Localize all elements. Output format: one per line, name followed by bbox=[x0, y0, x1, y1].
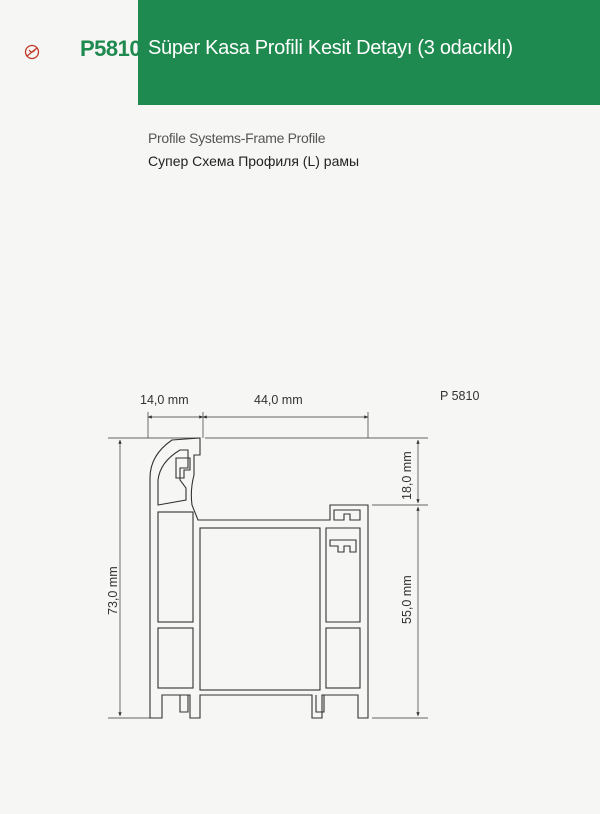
subtitle-english: Profile Systems-Frame Profile bbox=[148, 130, 326, 146]
dim-total-height: 73,0 mm bbox=[106, 566, 120, 615]
profile-outline bbox=[150, 438, 368, 718]
dim-top-left: 14,0 mm bbox=[140, 393, 189, 407]
dim-upper-height: 18,0 mm bbox=[400, 451, 414, 500]
page-title: Süper Kasa Profili Kesit Detayı (3 odacıklı) bbox=[148, 37, 513, 59]
dimension-lines bbox=[108, 412, 428, 718]
profile-code: P5810 bbox=[80, 36, 142, 61]
model-label: P 5810 bbox=[440, 389, 480, 403]
subtitle-russian: Супер Схема Профиля (L) рамы bbox=[148, 153, 360, 169]
dim-lower-height: 55,0 mm bbox=[400, 575, 414, 624]
dim-top-right: 44,0 mm bbox=[254, 393, 303, 407]
